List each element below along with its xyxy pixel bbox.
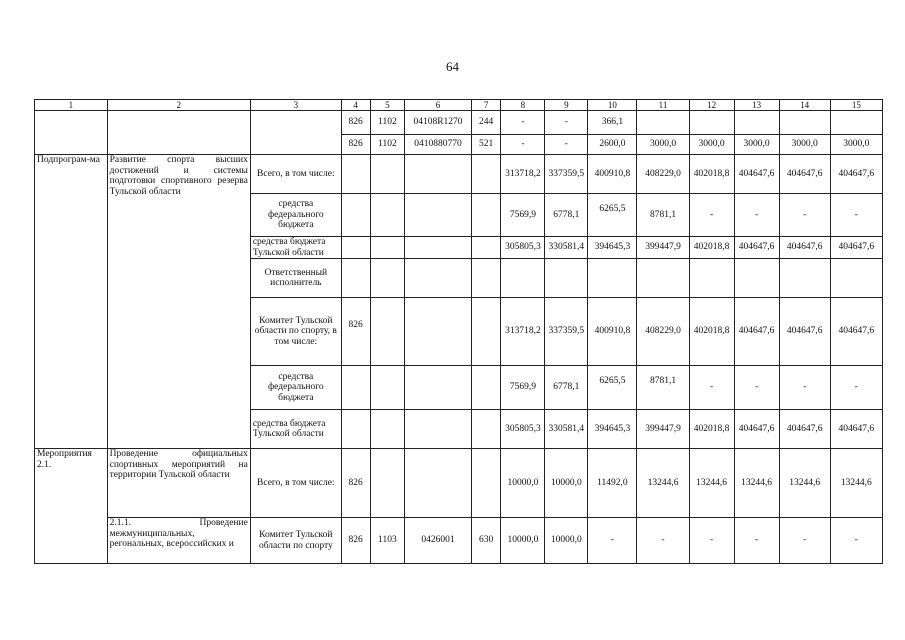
- table-cell: [637, 259, 689, 298]
- table-cell: 305805,3: [501, 237, 545, 259]
- table-cell: [471, 155, 501, 194]
- table-cell: -: [830, 518, 882, 564]
- table-cell: 366,1: [588, 111, 637, 135]
- table-cell: 399447,9: [637, 237, 689, 259]
- table-cell: [830, 259, 882, 298]
- table-cell: 826: [341, 111, 370, 135]
- table-cell: -: [501, 135, 545, 155]
- table-cell: [341, 298, 370, 366]
- table-cell: 826: [341, 449, 370, 518]
- table-cell: -: [545, 111, 588, 135]
- table-cell: [471, 366, 501, 410]
- table-cell: [370, 410, 405, 449]
- table-cell: [341, 237, 370, 259]
- header-cell: 1: [35, 100, 108, 111]
- table-cell: 404647,6: [830, 298, 882, 366]
- table-cell: [370, 298, 405, 366]
- table-cell: [830, 111, 882, 135]
- page-number: 64: [446, 59, 459, 74]
- table-cell: 394645,3: [588, 410, 637, 449]
- table-cell: -: [779, 194, 830, 237]
- measure-label: Мероприятия 2.1.: [35, 449, 108, 564]
- table-cell: Комитет Тульской области по спорту: [250, 518, 341, 564]
- table-cell: [405, 366, 471, 410]
- table-cell: 394645,3: [588, 237, 637, 259]
- table-row: [35, 449, 883, 518]
- table-cell: 7569,9: [501, 366, 545, 410]
- header-cell: 8: [501, 100, 545, 111]
- header-cell: 14: [779, 100, 830, 111]
- table-cell: [471, 237, 501, 259]
- table-cell: [471, 259, 501, 298]
- table-cell: средства федерального бюджета: [250, 366, 341, 410]
- table-cell: 13244,6: [734, 449, 779, 518]
- header-cell: 5: [370, 100, 405, 111]
- table-cell: [588, 259, 637, 298]
- table-cell: 6778,1: [545, 366, 588, 410]
- header-cell: 6: [405, 100, 471, 111]
- table-cell: 13244,6: [689, 449, 734, 518]
- table-cell: [341, 410, 370, 449]
- table-cell: 404647,6: [734, 410, 779, 449]
- table-cell: [370, 237, 405, 259]
- table-cell: 330581,4: [545, 237, 588, 259]
- table-cell: [341, 155, 370, 194]
- table-cell: 305805,3: [501, 410, 545, 449]
- header-cell: 9: [545, 100, 588, 111]
- table-cell: [405, 194, 471, 237]
- table-cell: [405, 155, 471, 194]
- header-cell: 4: [341, 100, 370, 111]
- table-cell: 404647,6: [779, 410, 830, 449]
- measure-item-title: 2.1.1. Проведение межмуниципальных, регональных, всероссийских и: [107, 518, 250, 564]
- table-cell: 3000,0: [689, 135, 734, 155]
- table-cell: [779, 259, 830, 298]
- table-cell: 402018,8: [689, 410, 734, 449]
- table-cell: -: [689, 366, 734, 410]
- table-cell: -: [734, 194, 779, 237]
- header-cell: 7: [471, 100, 501, 111]
- table-cell: средства бюджета Тульской области: [250, 410, 341, 449]
- table-cell: 13244,6: [830, 449, 882, 518]
- table-cell: 404647,6: [830, 155, 882, 194]
- table-cell: 826: [341, 135, 370, 155]
- table-cell: 404647,6: [779, 237, 830, 259]
- table-cell: 10000,0: [501, 449, 545, 518]
- table-cell: 10000,0: [545, 449, 588, 518]
- measure-title: Проведение официальных спортивных мероприятий на территории Тульской области: [107, 449, 250, 518]
- table-cell: -: [588, 518, 637, 564]
- table-cell: [405, 449, 471, 518]
- table-cell: Всего, в том числе:: [250, 155, 341, 194]
- table-cell: 402018,8: [689, 298, 734, 366]
- table-cell: 13244,6: [779, 449, 830, 518]
- table-cell: [588, 366, 637, 410]
- table-cell: 330581,4: [545, 410, 588, 449]
- table-cell: 3000,0: [779, 135, 830, 155]
- table-cell: 313718,2: [501, 155, 545, 194]
- table-cell: 402018,8: [689, 237, 734, 259]
- table-cell: 2600,0: [588, 135, 637, 155]
- table-cell: [588, 194, 637, 237]
- table-cell: 8781,1: [637, 194, 689, 237]
- table-cell: [370, 194, 405, 237]
- table-cell: -: [830, 366, 882, 410]
- table-cell: -: [637, 518, 689, 564]
- subprogram-title: Развитие спорта высших достижений и системы подготовки спортивного резерва Тульской области: [107, 155, 250, 449]
- table-cell: [370, 155, 405, 194]
- table-cell: 6778,1: [545, 194, 588, 237]
- table-cell: 10000,0: [501, 518, 545, 564]
- table-cell: 404647,6: [779, 155, 830, 194]
- table-cell: Комитет Тульской области по спорту, в том числе:: [250, 298, 341, 366]
- table-cell: [779, 111, 830, 135]
- table-cell: 408229,0: [637, 298, 689, 366]
- table-cell-value: 8781,1: [649, 376, 677, 387]
- table-cell: [35, 111, 108, 155]
- table-cell: 3000,0: [734, 135, 779, 155]
- table-cell-value: 826: [348, 320, 363, 331]
- table-cell: 3000,0: [637, 135, 689, 155]
- table-cell: 04108R1270: [405, 111, 471, 135]
- table-cell: -: [689, 194, 734, 237]
- table-cell-value: 6265,5: [599, 203, 626, 214]
- table-cell: 10000,0: [545, 518, 588, 564]
- table-row: [35, 518, 883, 564]
- table-cell: 400910,8: [588, 155, 637, 194]
- table-cell: 408229,0: [637, 155, 689, 194]
- table-cell: 13244,6: [637, 449, 689, 518]
- table-cell: 404647,6: [830, 237, 882, 259]
- table-cell: 630: [471, 518, 501, 564]
- table-cell: -: [545, 135, 588, 155]
- table-cell: -: [689, 518, 734, 564]
- table-cell: -: [779, 366, 830, 410]
- table-cell: [405, 237, 471, 259]
- table-cell: [734, 259, 779, 298]
- table-cell: 337359,5: [545, 155, 588, 194]
- table-cell: 402018,8: [689, 155, 734, 194]
- header-cell: 15: [830, 100, 882, 111]
- header-cell: 3: [250, 100, 341, 111]
- table-cell: [405, 410, 471, 449]
- table-cell: 404647,6: [779, 298, 830, 366]
- header-cell: 13: [734, 100, 779, 111]
- table-row: [35, 155, 883, 194]
- table-cell: 7569,9: [501, 194, 545, 237]
- table-cell: 521: [471, 135, 501, 155]
- table-cell: 400910,8: [588, 298, 637, 366]
- table-cell: [545, 259, 588, 298]
- table-cell: средства федерального бюджета: [250, 194, 341, 237]
- table-cell: 0426001: [405, 518, 471, 564]
- table-cell: Всего, в том числе:: [250, 449, 341, 518]
- table-cell: [341, 194, 370, 237]
- table-cell: [107, 111, 250, 155]
- table-cell: [250, 111, 341, 155]
- budget-table: [34, 99, 883, 564]
- table-cell: 244: [471, 111, 501, 135]
- table-cell: [689, 111, 734, 135]
- table-cell: [370, 366, 405, 410]
- table-cell-value: 6265,5: [599, 376, 626, 387]
- table-cell: 1102: [370, 135, 405, 155]
- table-cell: [370, 449, 405, 518]
- table-cell: -: [734, 518, 779, 564]
- table-cell: [405, 298, 471, 366]
- header-row: [35, 100, 883, 111]
- header-cell: 12: [689, 100, 734, 111]
- table-cell: [637, 366, 689, 410]
- table-cell: 313718,2: [501, 298, 545, 366]
- table-cell: 404647,6: [734, 155, 779, 194]
- table-cell: -: [830, 194, 882, 237]
- table-cell: [341, 259, 370, 298]
- table-cell: [471, 449, 501, 518]
- table-cell: 399447,9: [637, 410, 689, 449]
- header-cell: 10: [588, 100, 637, 111]
- subprogram-label: Подпрограм-ма: [35, 155, 108, 449]
- table-cell: 3000,0: [830, 135, 882, 155]
- table-cell: средства бюджета Тульской области: [250, 237, 341, 259]
- table-row: [35, 111, 883, 135]
- table-cell: [471, 410, 501, 449]
- table-cell: 337359,5: [545, 298, 588, 366]
- table-cell: [689, 259, 734, 298]
- table-cell: [370, 259, 405, 298]
- table-cell: 11492,0: [588, 449, 637, 518]
- table-cell: -: [734, 366, 779, 410]
- table-cell: Ответственный исполнитель: [250, 259, 341, 298]
- table-cell: -: [501, 111, 545, 135]
- table-cell: 826: [341, 518, 370, 564]
- table-cell: [405, 259, 471, 298]
- table-cell: 404647,6: [734, 298, 779, 366]
- table-cell: [471, 194, 501, 237]
- header-cell: 11: [637, 100, 689, 111]
- table-cell: [471, 298, 501, 366]
- header-cell: 2: [107, 100, 250, 111]
- table-cell: 404647,6: [830, 410, 882, 449]
- table-cell: [341, 366, 370, 410]
- table-cell: 404647,6: [734, 237, 779, 259]
- table-cell: 0410880770: [405, 135, 471, 155]
- table-cell: -: [779, 518, 830, 564]
- table-cell: [637, 111, 689, 135]
- table-cell: [501, 259, 545, 298]
- table-cell: 1103: [370, 518, 405, 564]
- table-cell: 1102: [370, 111, 405, 135]
- table-cell: [734, 111, 779, 135]
